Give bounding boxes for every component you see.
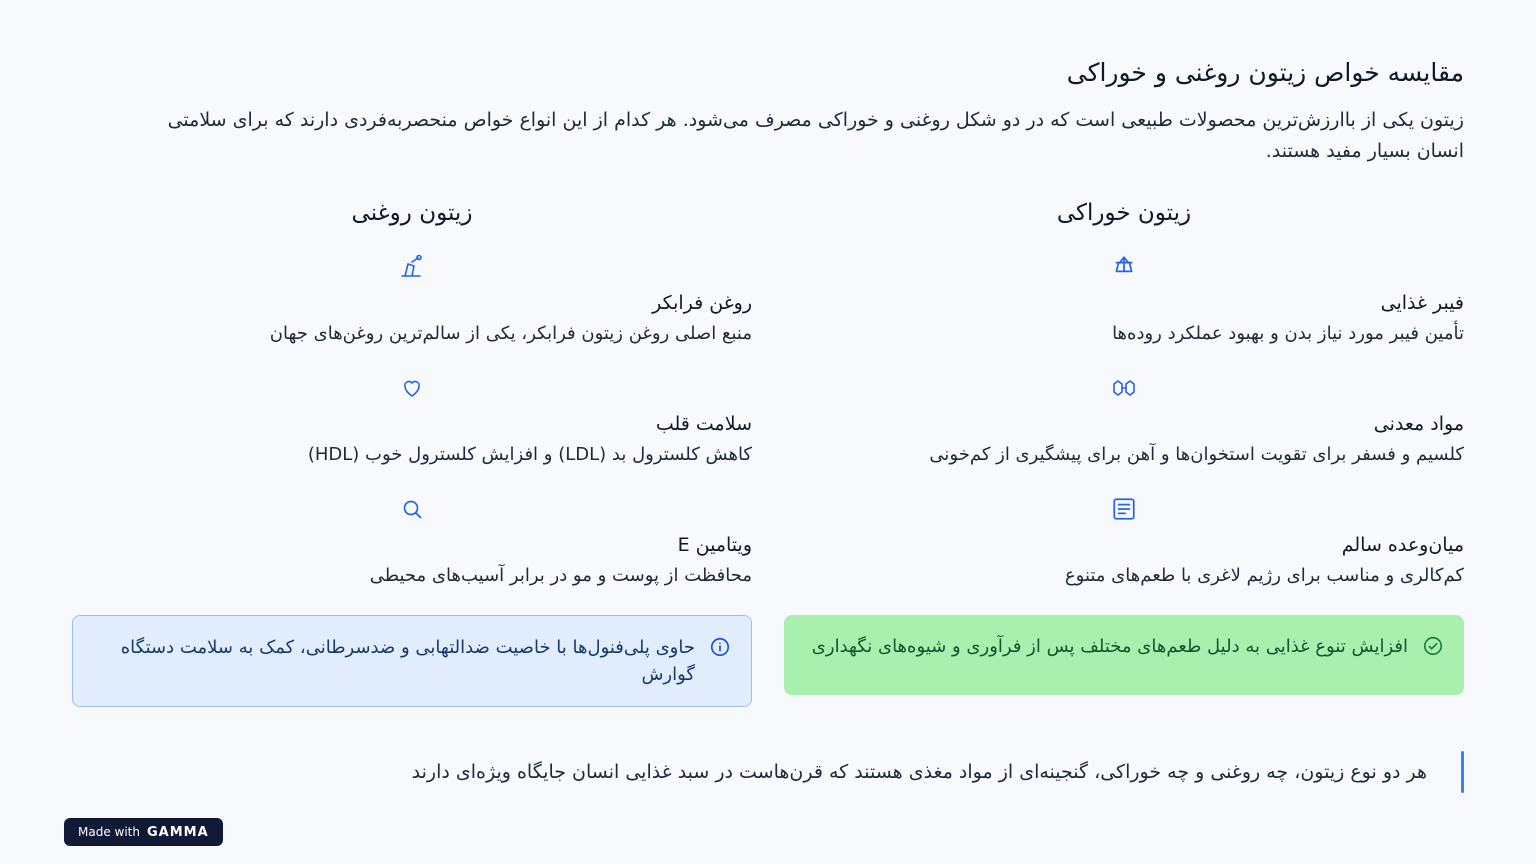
leaf-fiber-icon [784,252,1464,282]
feature-item [72,252,752,347]
footer-accent-bar [1461,751,1464,793]
column-edible-olive [784,200,1464,707]
feature-item [784,494,1464,589]
feature-item [784,252,1464,347]
intro-paragraph: زیتون یکی از باارزش‌ترین محصولات طبیعی است که در دو شکل روغنی و خوراکی مصرف می‌شود. هر کدام از این انواع خواص منحصربه‌فردی دارند که برای سلامتی انسان بسیار مفید هستند. [167,109,1464,163]
search-icon [72,494,752,524]
feature-name: روغن فرابکر [652,291,752,314]
feature-description: کلسیم و فسفر برای تقویت استخوان‌ها و آهن برای پیشگیری از کم‌خونی [929,443,1464,465]
callout-edible-olive [784,615,1464,695]
oil-pump-icon [72,252,752,282]
callout-text: حاوی پلی‌فنول‌ها با خاصیت ضدالتهابی و ضدسرطانی، کمک به سلامت دستگاه گوارش [120,636,695,685]
feature-description: کاهش کلسترول بد (LDL) و افزایش کلسترول خوب (HDL) [307,443,752,465]
feature-item [72,373,752,468]
comparison-columns [72,200,1464,707]
feature-item [72,494,752,589]
feature-name: ویتامین E [677,533,752,556]
column-oil-olive [72,200,752,707]
snack-icon [784,494,1464,524]
footer-note-text: هر دو نوع زیتون، چه روغنی و چه خوراکی، گنجینه‌ای از مواد مغذی هستند که قرن‌هاست در سبد غذایی انسان جایگاه ویژه‌ای دارند [411,760,1427,783]
check-circle-icon [1422,635,1444,657]
info-circle-icon [709,636,731,658]
feature-name: فیبر غذایی [1380,291,1464,314]
feature-description: کم‌کالری و مناسب برای رژیم لاغری با طعم‌های متنوع [1064,564,1464,586]
badge-brand: GAMMA [146,824,209,840]
feature-name: مواد معدنی [1373,412,1464,435]
heart-icon [72,373,752,403]
callout-text: افزایش تنوع غذایی به دلیل طعم‌های مختلف پس از فرآوری و شیوه‌های نگهداری [811,635,1408,657]
column-title-oil-olive: زیتون روغنی [351,199,473,226]
feature-description: تأمین فیبر مورد نیاز بدن و بهبود عملکرد روده‌ها [1112,322,1464,344]
footer-note [72,751,1464,793]
badge-prefix: Made with [78,825,140,839]
minerals-icon [784,373,1464,403]
feature-description: منبع اصلی روغن زیتون فرابکر، یکی از سالم‌ترین روغن‌های جهان [269,322,752,344]
feature-description: محافظت از پوست و مو در برابر آسیب‌های محیطی [369,564,752,586]
feature-name: سلامت قلب [655,412,752,435]
feature-item [784,373,1464,468]
feature-name: میان‌وعده سالم [1341,533,1464,556]
page-title: مقایسه خواص زیتون روغنی و خوراکی [1066,58,1464,87]
made-with-gamma-badge[interactable] [64,818,223,846]
callout-oil-olive [72,615,752,707]
column-title-edible-olive: زیتون خوراکی [1056,199,1192,226]
